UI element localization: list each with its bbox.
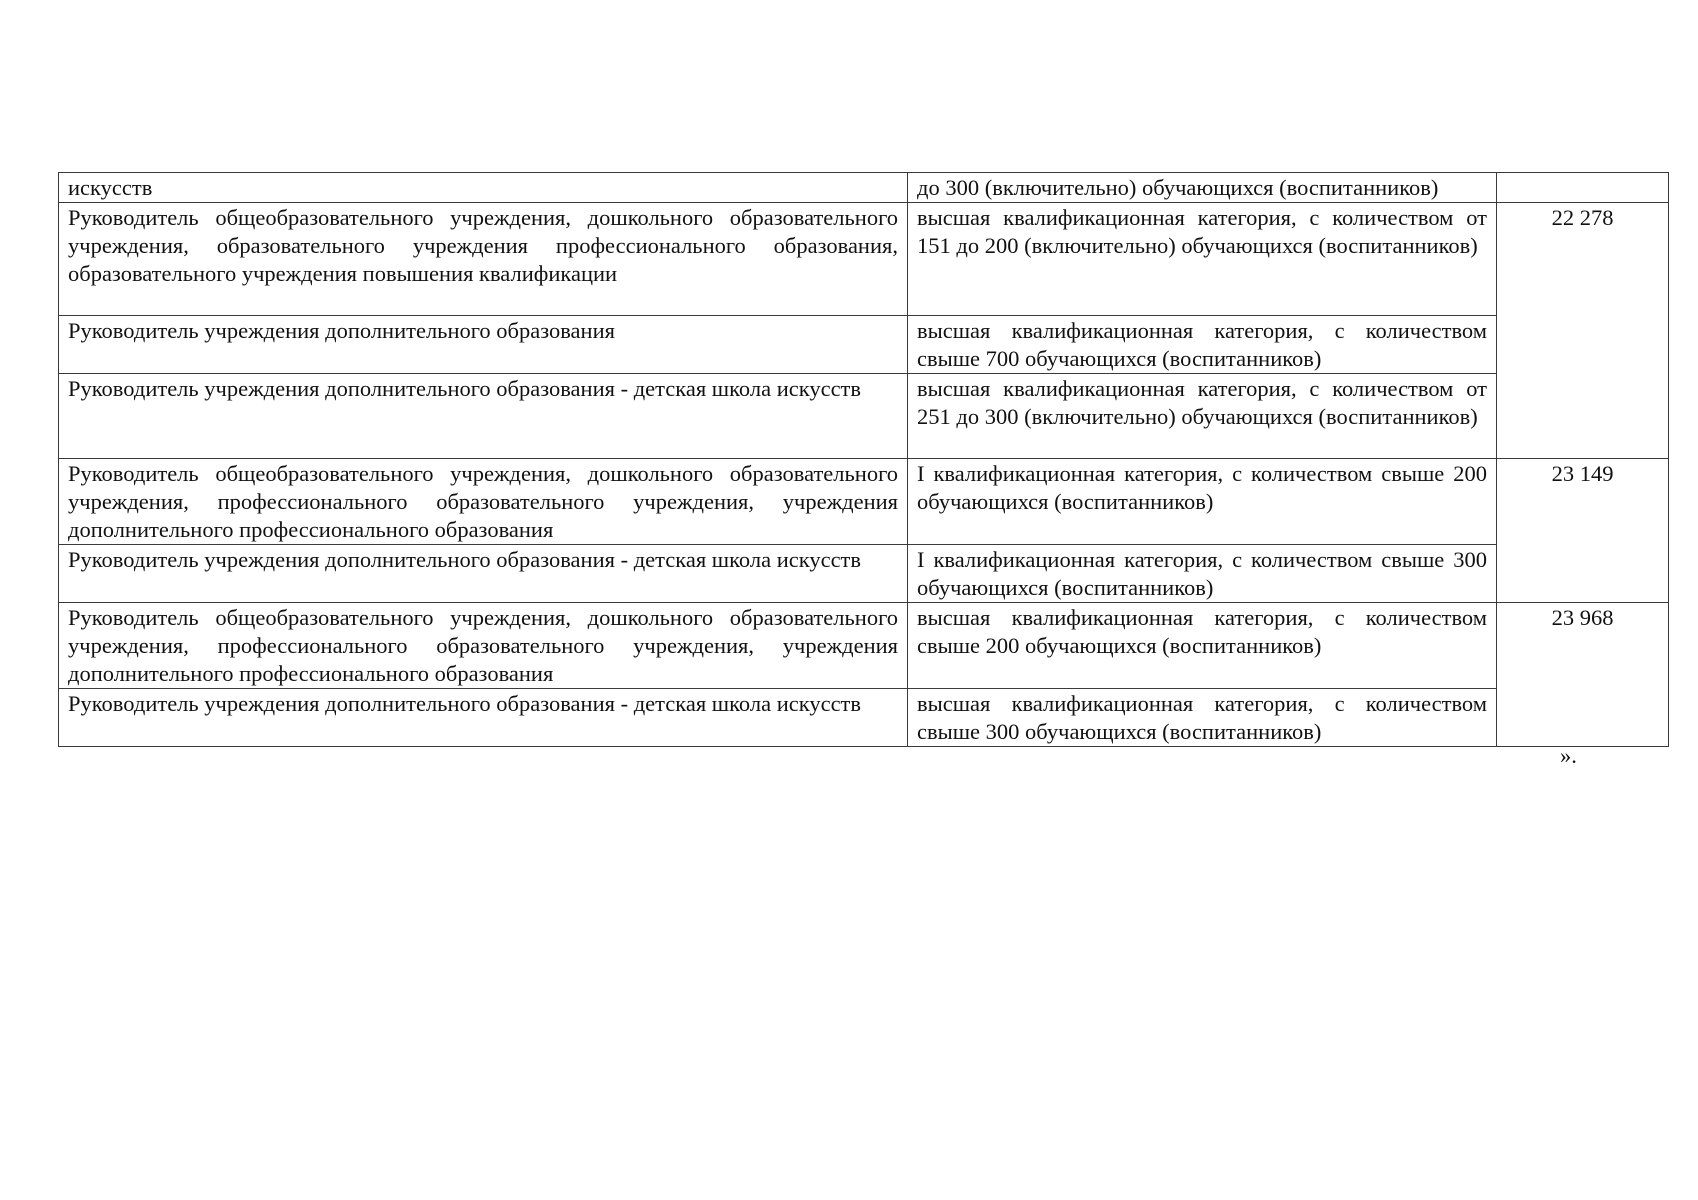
position-cell: искусств [59, 173, 908, 203]
table-row [59, 203, 1669, 316]
table-row [59, 173, 1669, 203]
salary-cell: 23 968 [1497, 603, 1669, 747]
criteria-cell: высшая квалификационная категория, с количеством свыше 700 обучающихся (воспитанников) [908, 316, 1497, 374]
salary-cell: 22 278 [1497, 203, 1669, 459]
position-cell: Руководитель общеобразовательного учреждения, дошкольного образовательного учреждения, образовательного учреждения профессионального образования, образовательного учреждения повышения квалификации [59, 203, 908, 316]
salary-cell [1497, 173, 1669, 203]
position-cell: Руководитель учреждения дополнительного образования - детская школа искусств [59, 545, 908, 603]
criteria-cell: высшая квалификационная категория, с количеством от 151 до 200 (включительно) обучающихся (воспитанников) [908, 203, 1497, 316]
table-row [59, 316, 1669, 374]
criteria-cell: высшая квалификационная категория, с количеством свыше 200 обучающихся (воспитанников) [908, 603, 1497, 689]
salary-table [58, 172, 1669, 747]
table-row [59, 603, 1669, 689]
table-row [59, 374, 1669, 459]
criteria-cell: I квалификационная категория, с количеством свыше 200 обучающихся (воспитанников) [908, 459, 1497, 545]
table-row [59, 459, 1669, 545]
position-cell: Руководитель общеобразовательного учреждения, дошкольного образовательного учреждения, профессионального образовательного учреждения, учреждения дополнительного профессионального образования [59, 459, 908, 545]
salary-cell: 23 149 [1497, 459, 1669, 603]
position-cell: Руководитель учреждения дополнительного образования [59, 316, 908, 374]
position-cell: Руководитель учреждения дополнительного образования - детская школа искусств [59, 374, 908, 459]
position-cell: Руководитель общеобразовательного учреждения, дошкольного образовательного учреждения, профессионального образовательного учреждения, учреждения дополнительного профессионального образования [59, 603, 908, 689]
criteria-cell: I квалификационная категория, с количеством свыше 300 обучающихся (воспитанников) [908, 545, 1497, 603]
table-row [59, 689, 1669, 747]
position-cell: Руководитель учреждения дополнительного образования - детская школа искусств [59, 689, 908, 747]
table-row [59, 545, 1669, 603]
closing-quote-mark: ». [1560, 743, 1577, 768]
criteria-cell: до 300 (включительно) обучающихся (воспитанников) [908, 173, 1497, 203]
criteria-cell: высшая квалификационная категория, с количеством свыше 300 обучающихся (воспитанников) [908, 689, 1497, 747]
criteria-cell: высшая квалификационная категория, с количеством от 251 до 300 (включительно) обучающихся (воспитанников) [908, 374, 1497, 459]
